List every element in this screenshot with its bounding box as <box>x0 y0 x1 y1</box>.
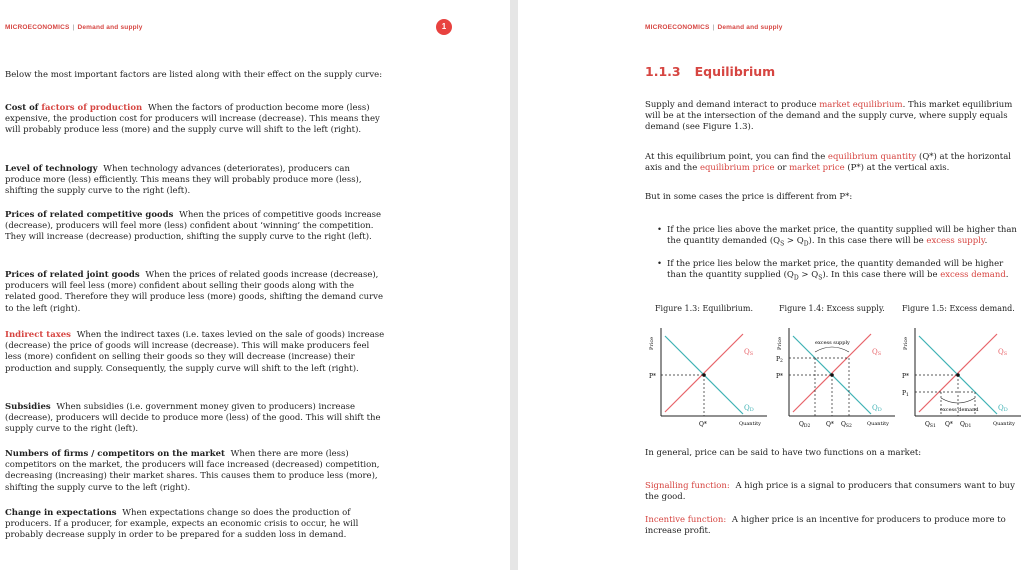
signalling-function <box>645 481 1015 503</box>
bullet-excess-demand: • If the price lies below the market price, the quantity demanded will be higher than the quantity supplied $(Q_D > Q_S)$. In this case there will be excess demand. <box>657 259 1009 282</box>
bullet-excess-supply: • If the price lies above the market price, the quantity supplied will be higher than the quantity demanded $(Q_S > Q_D)$. In this case there will be excess supply. <box>657 225 1017 248</box>
paragraph-equilibrium-point: At this equilibrium point, you can find the equilibrium quantity (Q*) at the horizontal axis and the equilibrium price or market price (P*) at the vertical axis. <box>645 152 1012 174</box>
qstar-label: Q* <box>945 421 953 428</box>
figure-1-5-caption: Figure 1.5: Excess demand. <box>902 304 1015 313</box>
pstar-label: P* <box>776 373 784 380</box>
section-heading <box>645 64 775 79</box>
factor-title: Cost of factors of production <box>5 103 143 113</box>
factor-text: When expectations change so does the production of producers. If a producer, for example, expects an economic crisis to occur, he will probably decrease supply in order to be prepared for a sudden loss in demand. <box>5 508 359 541</box>
p2-label: P2 <box>776 356 783 364</box>
qs-label: QS <box>744 348 754 357</box>
factor-technology <box>5 164 385 198</box>
link-incentive-function[interactable]: Incentive function: <box>645 515 727 525</box>
header-subject: MICROECONOMICS <box>645 24 710 31</box>
factor-title: Numbers of firms / competitors on the market <box>5 449 225 459</box>
link-indirect-taxes[interactable]: Indirect taxes <box>5 330 71 340</box>
link-excess-supply[interactable]: excess supply <box>926 236 985 247</box>
factor-number-of-firms <box>5 449 385 494</box>
excess-demand-label: excess demand <box>940 407 979 413</box>
excess-supply-brace <box>815 347 849 352</box>
y-axis-label: Price <box>649 336 655 350</box>
header-section: Demand and supply <box>717 24 783 31</box>
equilibrium-point <box>702 373 706 377</box>
x-axis-label: Quantity <box>993 421 1015 427</box>
factor-title: Level of technology <box>5 164 98 174</box>
qstar-label: Q* <box>826 421 834 428</box>
qstar-label: Q* <box>699 421 707 428</box>
excess-supply-label: excess supply <box>815 340 850 346</box>
right-page <box>518 0 1024 570</box>
header-subject: MICROECONOMICS <box>5 24 70 31</box>
qs2-label: QS2 <box>841 421 852 429</box>
factor-text: When subsidies (i.e. government money given to producers) increase (decrease), producers will decide to produce more (less) of the good. This will shift the supply curve to the right (left). <box>5 402 381 435</box>
x-axis-label: Quantity <box>739 421 761 427</box>
incentive-function <box>645 515 1015 537</box>
factor-expectations <box>5 508 385 542</box>
page-number-badge: 1 <box>436 19 452 35</box>
running-header: MICROECONOMICS | Demand and supply <box>645 24 783 31</box>
qd-label: QD <box>998 404 1008 413</box>
header-section: Demand and supply <box>77 24 143 31</box>
qd1-label: QD1 <box>960 421 972 429</box>
figure-excess-demand-chart <box>899 322 1024 432</box>
qs-label: QS <box>872 348 882 357</box>
link-equilibrium-quantity[interactable]: equilibrium quantity <box>827 152 917 162</box>
factor-text: When the indirect taxes (i.e. taxes levied on the sale of goods) increase (decrease) the price of goods will increase (decrease). This will make producers feel less (more) confident on selling their goods so they will decrease (increase) their production and supply. Consequently, the supply curve will shift to the left (right). <box>5 330 385 374</box>
link-factors-of-production[interactable]: factors of production <box>41 103 143 113</box>
signalling-function-text: A high price is a signal to producers that consumers want to buy the good. <box>645 481 1015 503</box>
link-market-equilibrium[interactable]: market equilibrium <box>819 100 903 110</box>
factor-indirect-taxes <box>5 330 385 375</box>
figure-equilibrium-chart <box>645 322 770 432</box>
p1-label: P1 <box>902 390 909 398</box>
x-axis-label: Quantity <box>867 421 889 427</box>
section-number: 1.1.3 <box>645 64 681 79</box>
y-axis-label: Price <box>777 336 783 350</box>
figure-1-3-caption: Figure 1.3: Equilibrium. <box>655 304 754 313</box>
qs1-label: QS1 <box>925 421 936 429</box>
pstar-label: P* <box>902 373 910 380</box>
paragraph-price-functions: In general, price can be said to have two functions on a market: <box>645 448 922 458</box>
qd-label: QD <box>872 404 882 413</box>
factor-text: When the factors of production become more (less) expensive, the production cost for producers will increase (decrease). This means they will probably produce less (more) and the supply curve will shift to the left (right). <box>5 103 380 136</box>
figure-1-4-caption: Figure 1.4: Excess supply. <box>779 304 885 313</box>
factor-title: Prices of related joint goods <box>5 270 140 280</box>
incentive-function-text: A higher price is an incentive for producers to produce more to increase profit. <box>645 515 1006 537</box>
link-excess-demand[interactable]: excess demand <box>940 270 1006 281</box>
link-signalling-function[interactable]: Signalling function: <box>645 481 730 491</box>
paragraph-equilibrium: Supply and demand interact to produce market equilibrium. This market equilibrium will be at the intersection of the demand and the supply curve, where supply equals demand (see Figure 1.3). <box>645 100 1013 133</box>
pstar-label: P* <box>649 373 657 380</box>
qd2-label: QD2 <box>799 421 811 429</box>
factor-subsidies <box>5 402 385 436</box>
factor-title: Prices of related competitive goods <box>5 210 174 220</box>
section-title: Equilibrium <box>694 64 776 79</box>
left-page <box>0 0 510 570</box>
factor-title: Subsidies <box>5 402 51 412</box>
intro-text: Below the most important factors are listed along with their effect on the supply curve: <box>5 70 383 80</box>
qs-label: QS <box>998 348 1008 357</box>
figure-excess-supply-chart <box>773 322 898 432</box>
factor-cost <box>5 103 385 137</box>
factor-text: When the prices of competitive goods increase (decrease), producers will feel more (less) confident about ‘winning’ the competition. They will increase (decrease) production, shifting the supply curve to the right (left). <box>5 210 382 243</box>
factor-text: When there are more (less) competitors on the market, the producers will face increased (decreased) competition, decreasing (increasing) their market shares. This causes them to produce less (more), shifting the supply curve to the left (right). <box>5 449 380 493</box>
factor-competitive-goods <box>5 210 385 244</box>
link-equilibrium-price[interactable]: equilibrium price <box>699 163 775 174</box>
factor-title: Change in expectations <box>5 508 117 518</box>
equilibrium-point <box>830 373 834 377</box>
paragraph-price-different: But in some cases the price is different from P*: <box>645 192 853 202</box>
equilibrium-point <box>956 373 960 377</box>
factor-text: When technology advances (deteriorates), producers can produce more (less) efficiently. This means they will probably produce more (less), shifting the supply curve to the right (left). <box>5 164 362 197</box>
factor-joint-goods <box>5 270 385 315</box>
running-header: MICROECONOMICS | Demand and supply <box>5 24 143 31</box>
link-market-price[interactable]: market price <box>789 163 845 174</box>
y-axis-label: Price <box>903 336 909 350</box>
factor-text: When the prices of related goods increase (decrease), producers will feel less (more) confident about selling their goods along with the related good. Therefore they will produce less (more) goods, shifting the demand curve to the left (right). <box>5 270 383 314</box>
qd-label: QD <box>744 404 754 413</box>
